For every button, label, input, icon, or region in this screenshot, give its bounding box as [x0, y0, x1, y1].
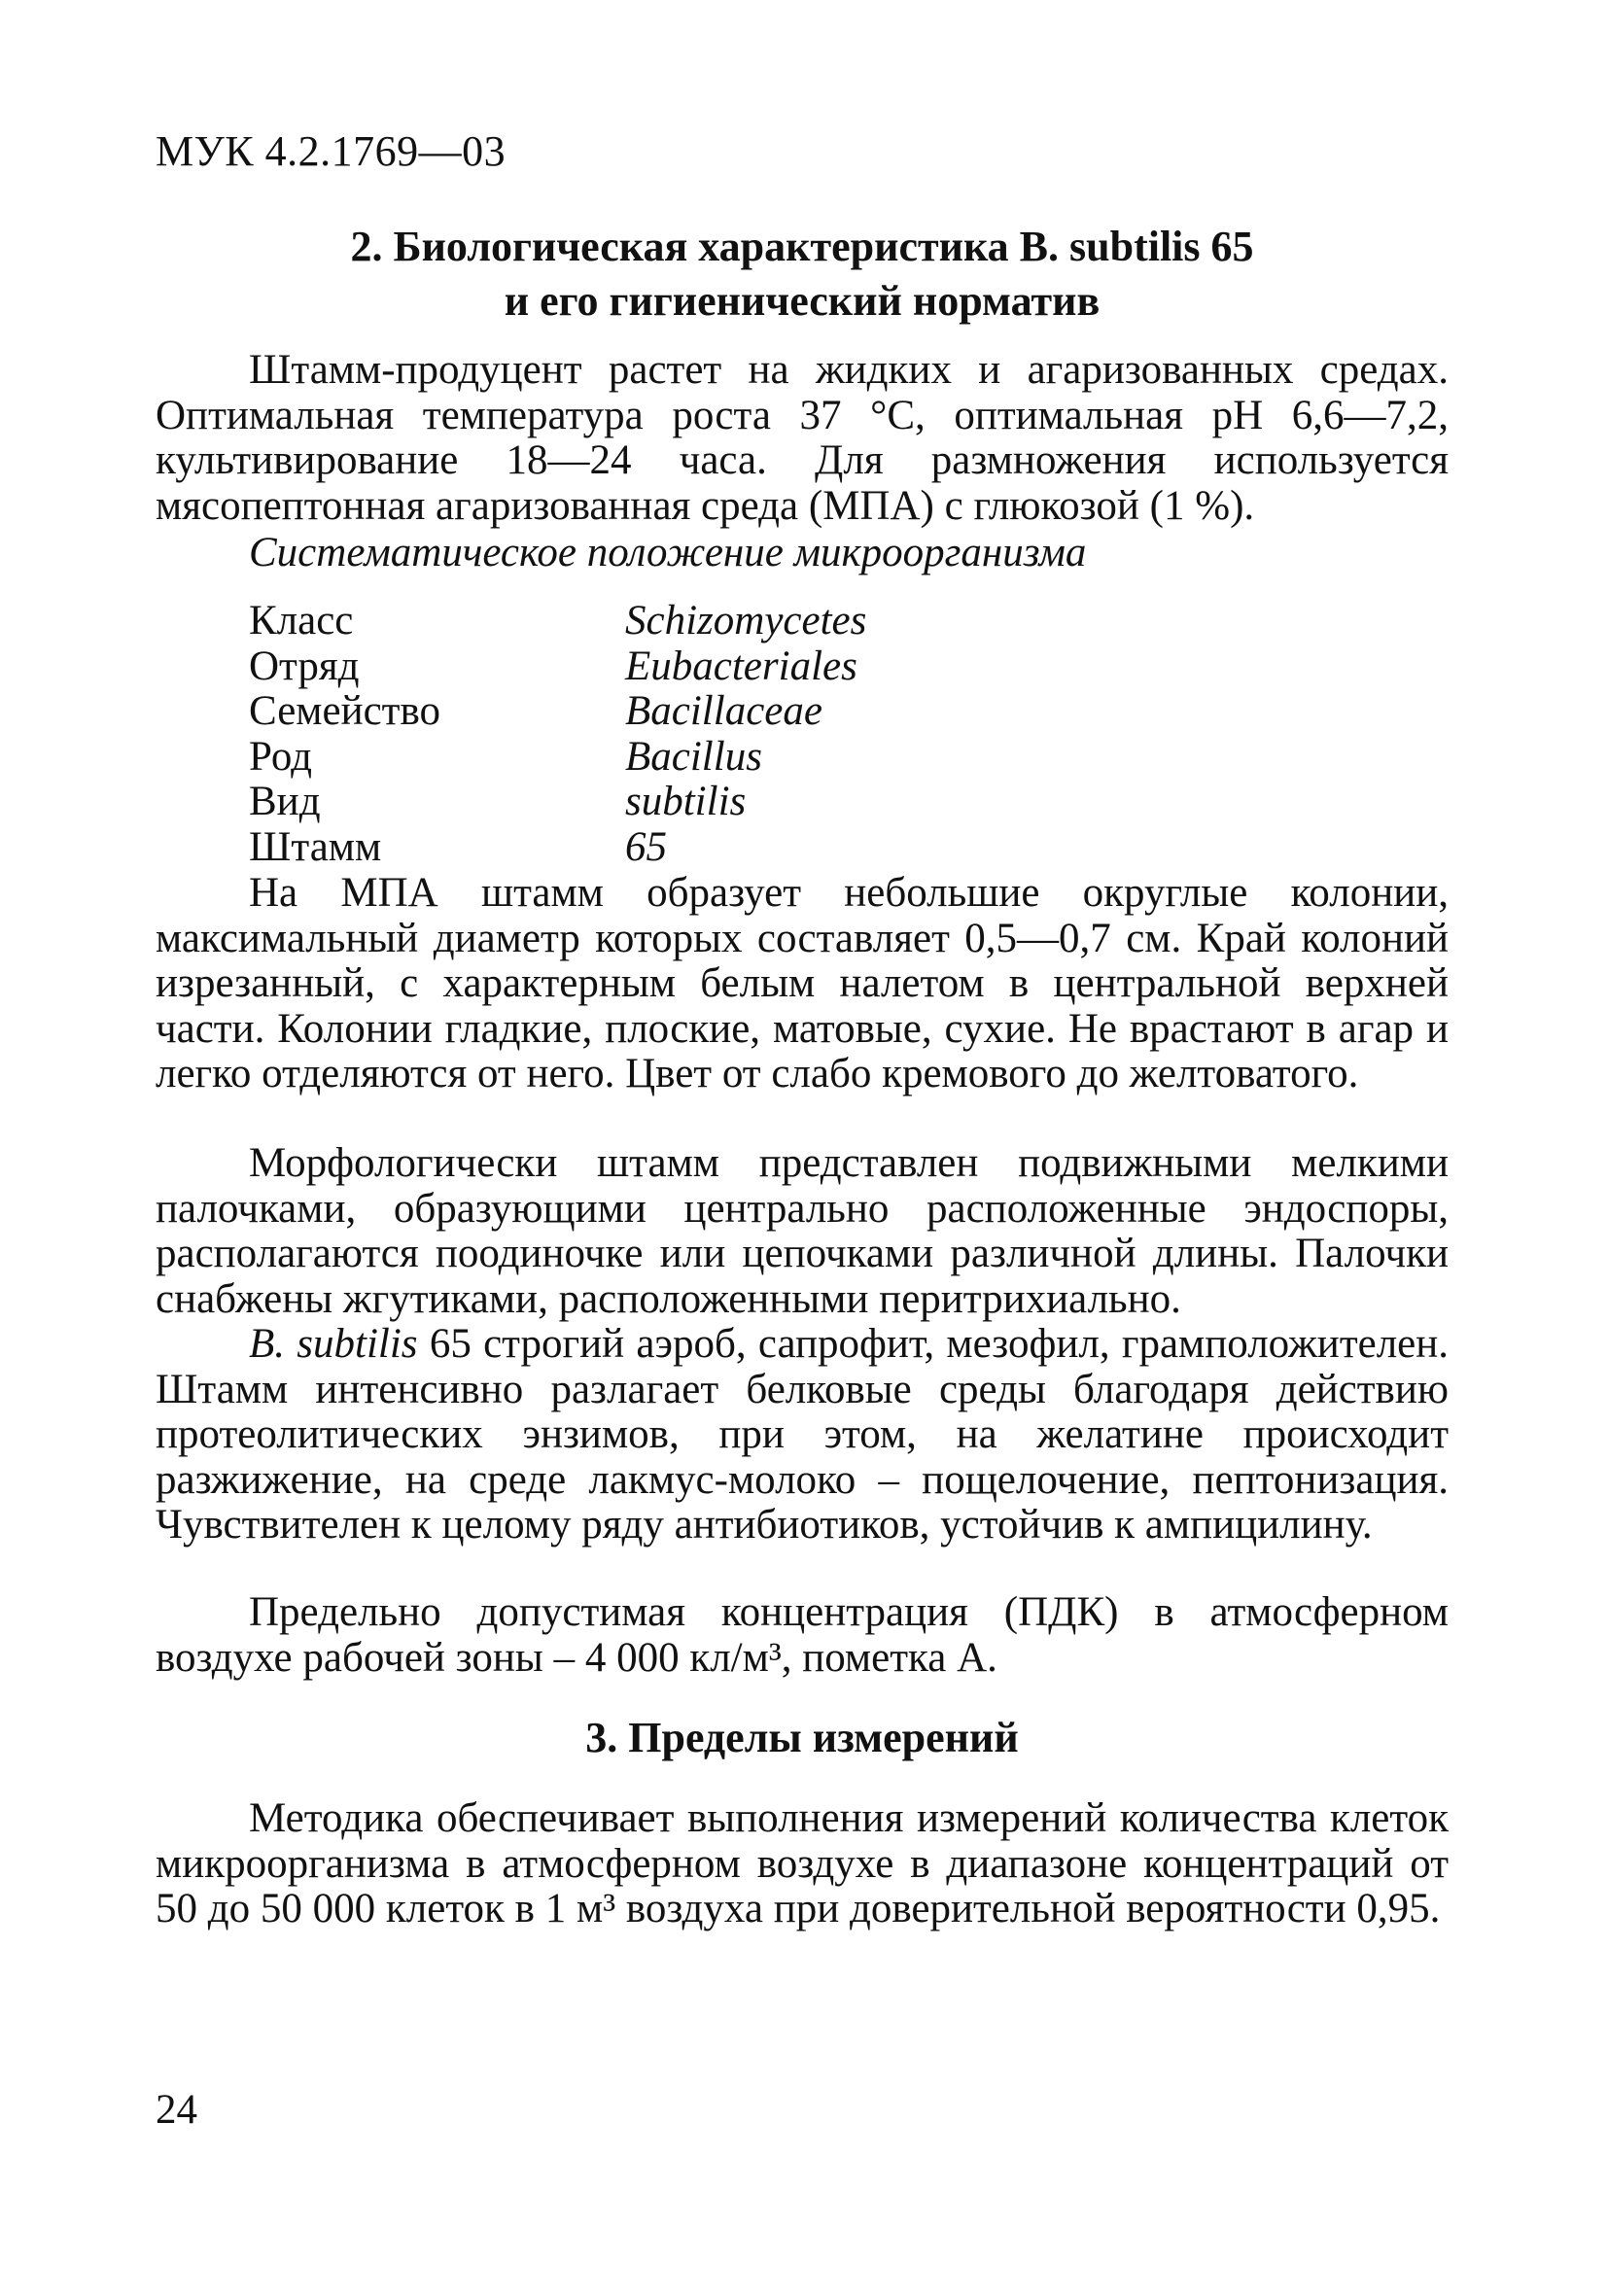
- taxonomy-label: Класс: [249, 598, 354, 644]
- taxonomy-row: [249, 599, 866, 644]
- taxonomy-value: 65: [625, 823, 667, 870]
- taxonomy-value: Eubacteriales: [625, 643, 857, 689]
- taxonomy-label: Семейство: [249, 688, 440, 734]
- taxonomy-value: subtilis: [625, 779, 747, 824]
- taxonomy-row: [249, 825, 866, 871]
- taxonomy-row: [249, 689, 866, 735]
- paragraph-morphology: Морфологически штамм представлен подвижными мелкими палочками, образующими центрально расположенные эндоспоры, располагаются поодиночке или цепочками различной длины. Палочки снабжены жгутиками, расположенными перитрихиально.: [156, 1140, 1449, 1322]
- section-2-heading: [156, 220, 1449, 329]
- taxonomy-row: [249, 780, 866, 825]
- paragraph-growth-conditions: Штамм-продуцент растет на жидких и агаризованных средах. Оптимальная температура роста 37 °С, оптимальная рН 6,6—7,2, культивирование 18—24 часа. Для размножения используется мясопептонная агаризованная среда (МПА) с глюкозой (1 %).: [156, 347, 1449, 529]
- taxonomy-value: Schizomycetes: [625, 598, 867, 644]
- taxonomy-label: Штамм: [249, 823, 382, 870]
- taxonomy-label: Отряд: [249, 643, 360, 689]
- document-code: МУК 4.2.1769—03: [156, 127, 507, 175]
- taxonomy-label: Вид: [249, 779, 321, 824]
- taxonomy-row: [249, 735, 866, 781]
- taxonomy-table: [249, 599, 866, 870]
- taxonomy-title: Систематическое положение микроорганизма: [249, 530, 1087, 575]
- section-2-heading-line-2: и его гигиенический норматив: [504, 277, 1101, 325]
- page-number: 24: [156, 2087, 197, 2133]
- taxonomy-label: Род: [249, 733, 312, 780]
- taxonomy-value: Bacillus: [625, 733, 762, 780]
- paragraph-colonies: На МПА штамм образует небольшие округлые колонии, максимальный диаметр которых составляет 0,5—0,7 см. Край колоний изрезанный, с характерным белым налетом в центральной верхней части. Колонии гладкие, плоские, матовые, сухие. Не врастают в агар и легко отделяются от него. Цвет от слабо кремового до желтоватого.: [156, 870, 1449, 1096]
- taxonomy-row: [249, 644, 866, 690]
- section-3-heading: 3. Пределы измерений: [585, 1714, 1019, 1761]
- paragraph-properties: [156, 1322, 1449, 1548]
- paragraph-measurement-range: Методика обеспечивает выполнения измерений количества клеток микроорганизма в атмосферном воздухе в диапазоне концентраций от 50 до 50 000 клеток в 1 м³ воздуха при доверительной вероятности 0,95.: [156, 1795, 1449, 1931]
- section-2-heading-line-1: 2. Биологическая характеристика B. subtilis 65: [350, 223, 1254, 270]
- paragraph-mac-limit: Предельно допустимая концентрация (ПДК) в атмосферном воздухе рабочей зоны – 4 000 кл/м³, пометка А.: [156, 1589, 1449, 1681]
- species-name: B. subtilis: [249, 1321, 418, 1367]
- paragraph-properties-text: 65 строгий аэроб, сапрофит, мезофил, грамположителен. Штамм интенсивно разлагает белковые среды благодаря действию протеолитических энзимов, при этом, на желатине происходит разжижение, на среде лакмус-молоко – пощелочение, пептонизация. Чувствителен к целому ряду антибиотиков, устойчив к ампицилину.: [156, 1321, 1449, 1548]
- taxonomy-value: Bacillaceae: [625, 688, 822, 734]
